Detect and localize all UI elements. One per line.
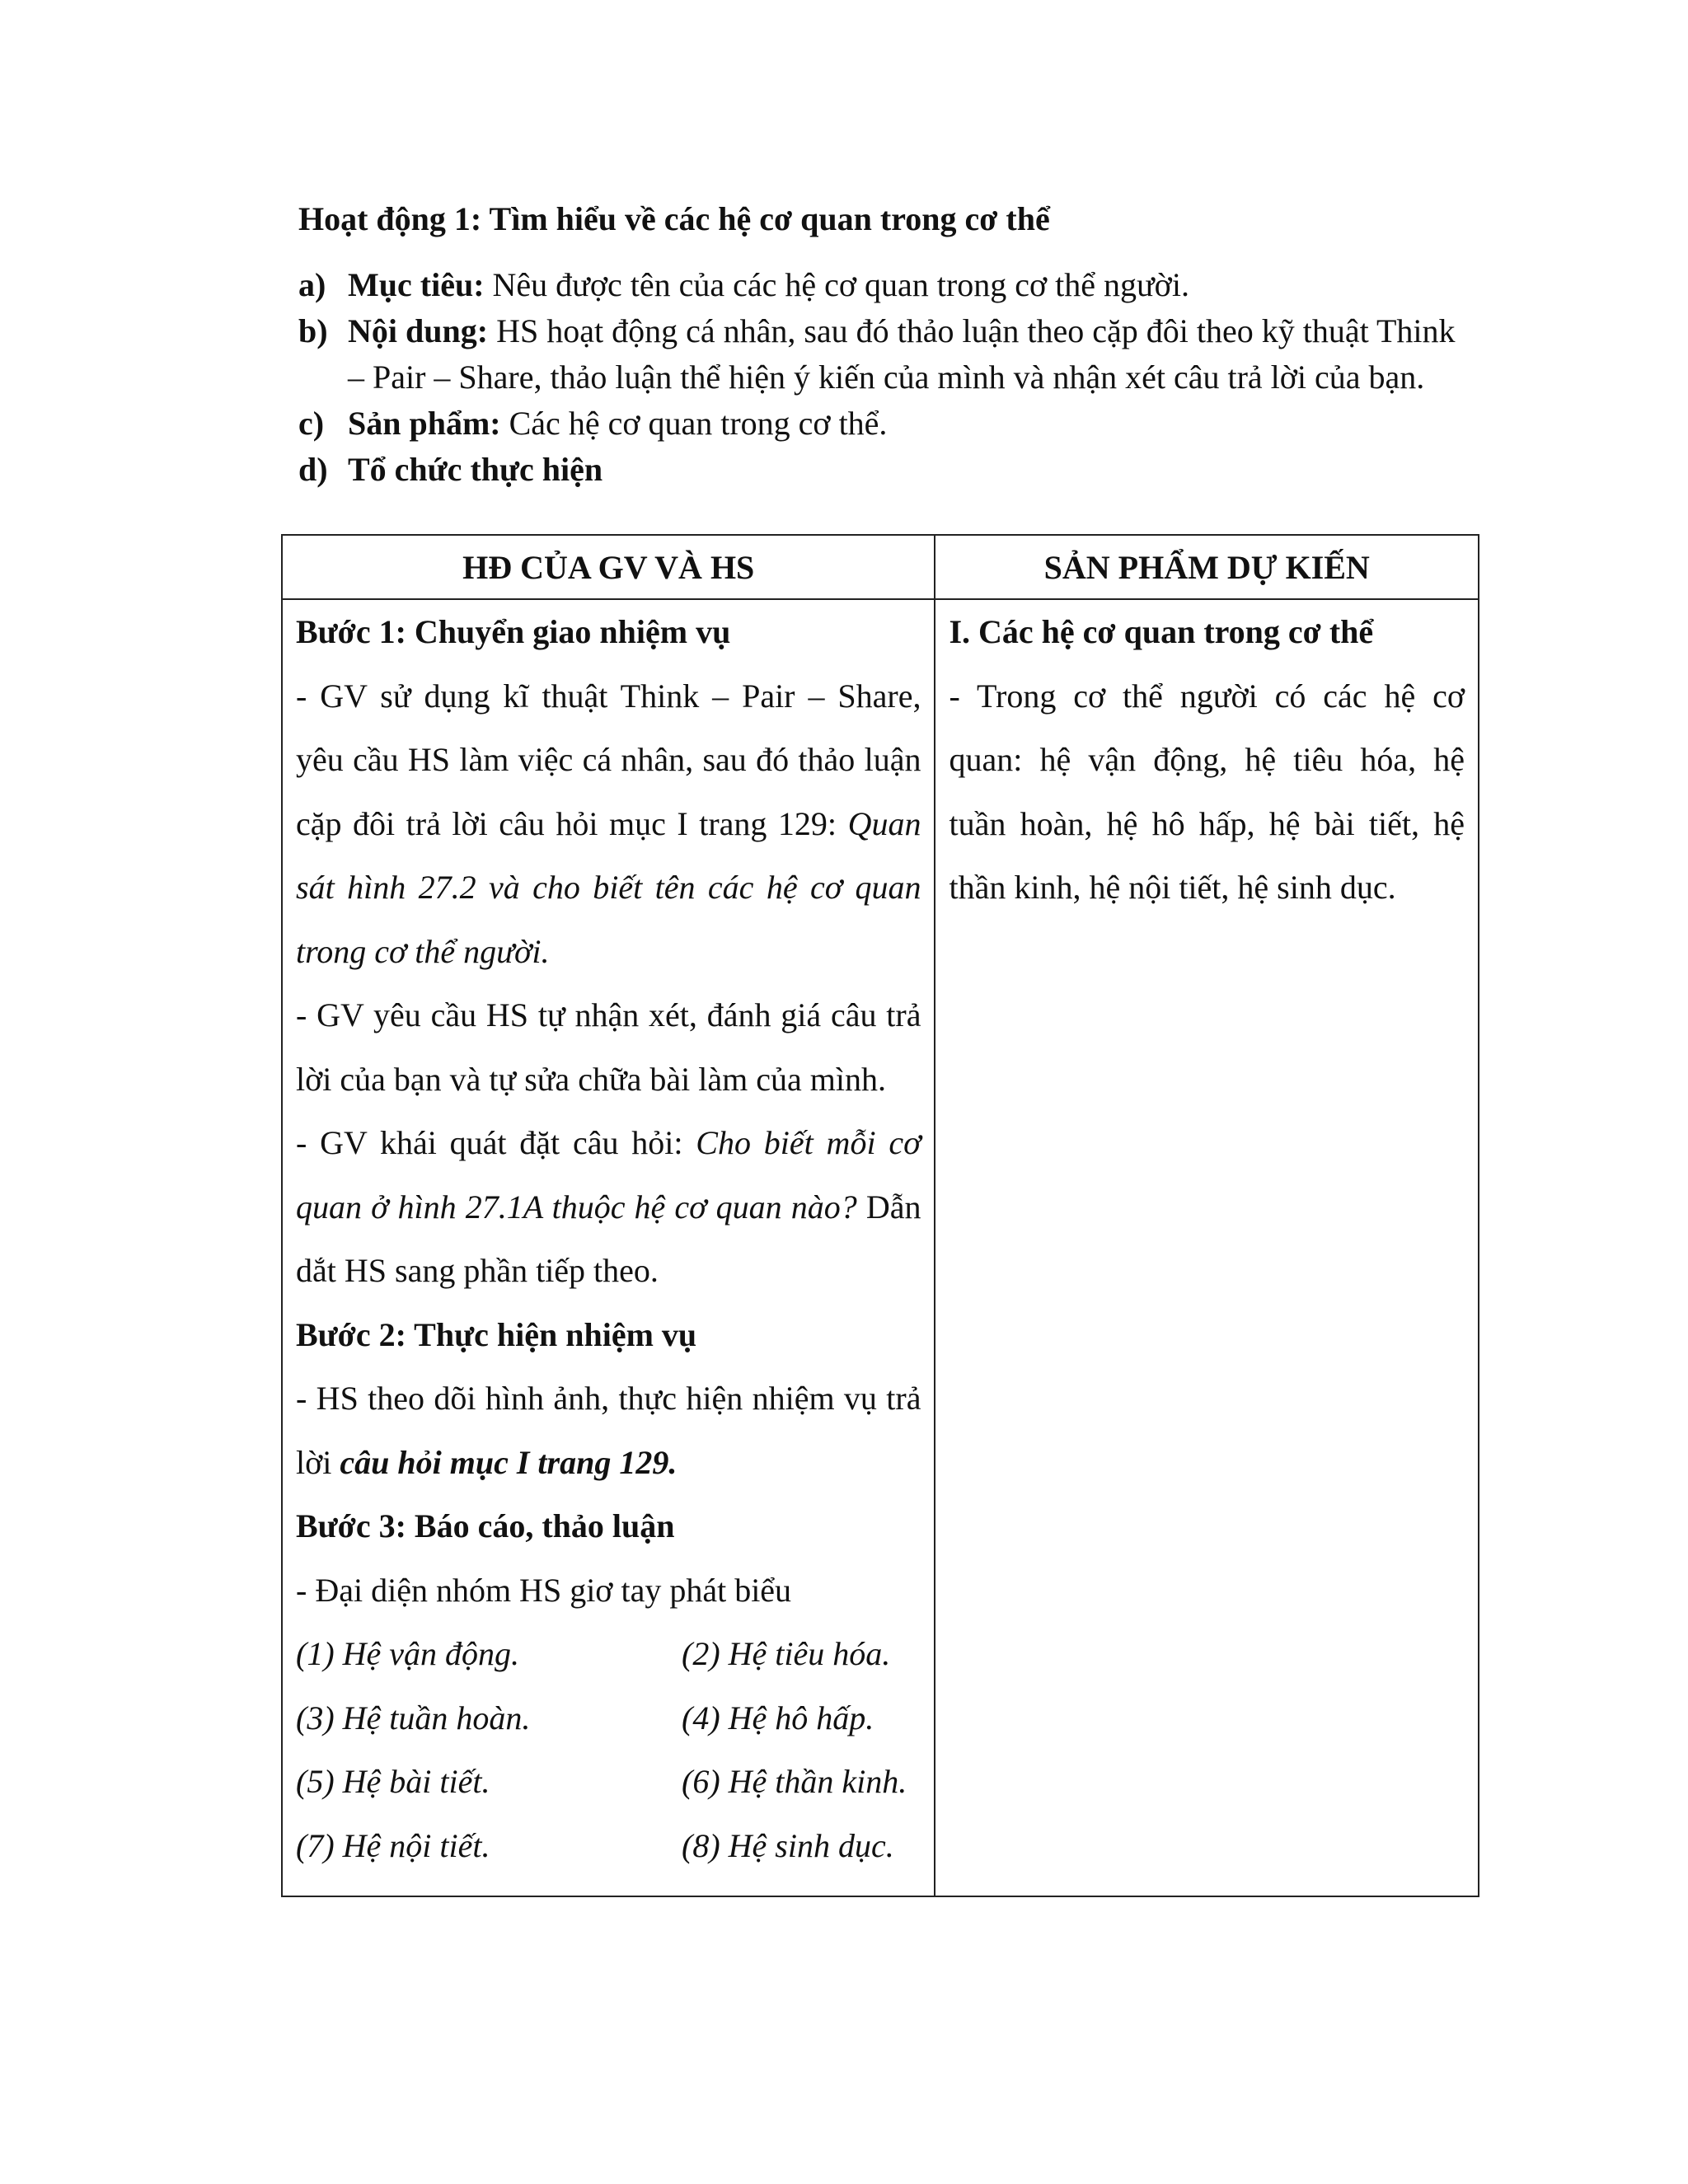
product-text: - Trong cơ thể người có các hệ cơ quan: hệ vận động, hệ tiêu hóa, hệ tuần hoàn, hệ hô hấp, hệ bài tiết, hệ thần kinh, hệ nội tiết, hệ sinh dục. [949,677,1465,906]
text: Dẫn dắt HS sang phần tiếp theo. [296,1188,921,1289]
organ-system-item: (4) Hệ hô hấp. [682,1699,874,1736]
objective-text: Nêu được tên của các hệ cơ quan trong cơ thể người. [484,266,1189,303]
header-expected-product: SẢN PHẨM DỰ KIẾN [935,535,1479,599]
objective-b [298,308,1469,401]
product-title: I. Các hệ cơ quan trong cơ thể [949,613,1374,650]
objective-marker: a) [298,266,326,303]
objective-marker: b) [298,312,328,349]
objective-c [298,401,1469,447]
organ-system-item: (8) Hệ sinh dục. [682,1826,894,1864]
objective-label: Nội dung: [348,312,489,349]
objective-label: Tổ chức thực hiện [348,451,603,488]
step-2-title: Bước 2: Thực hiện nhiệm vụ [296,1315,697,1353]
step-1-paragraph [296,664,921,984]
table-header-row [282,535,1479,599]
objective-text: HS hoạt động cá nhân, sau đó thảo luận theo cặp đôi theo kỹ thuật Think – Pair – Share, thảo luận thể hiện ý kiến của mình và nhận xét câu trả lời của bạn. [348,312,1456,396]
activity-title: Hoạt động 1: Tìm hiểu về các hệ cơ quan trong cơ thể [298,200,1050,237]
objectives-list [298,262,1469,493]
organ-system-item: (1) Hệ vận động. [296,1635,520,1672]
objective-label: Sản phẩm: [348,405,501,442]
step-3-title: Bước 3: Báo cáo, thảo luận [296,1507,675,1544]
step-3-paragraph: - Đại diện nhóm HS giơ tay phát biểu [296,1571,792,1609]
objective-text: Các hệ cơ quan trong cơ thể. [500,405,888,442]
step-1-title: Bước 1: Chuyển giao nhiệm vụ [296,613,731,650]
step-1-paragraph [296,1111,921,1303]
step-1-paragraph: - GV yêu cầu HS tự nhận xét, đánh giá câu trả lời của bạn và tự sửa chữa bài làm của mình. [296,996,921,1098]
organ-system-item: (6) Hệ thần kinh. [682,1763,907,1800]
step-2-paragraph [296,1366,921,1494]
question-text: Quan sát hình 27.2 và cho biết tên các hệ cơ quan trong cơ thể người. [296,804,921,970]
text: - GV khái quát đặt câu hỏi: [296,1124,696,1161]
text: - GV sử dụng kĩ thuật Think – Pair – Share, yêu cầu HS làm việc cá nhân, sau đó thảo luận cặp đôi trả lời câu hỏi mục I trang 129: [296,677,921,842]
question-text: Cho biết mỗi cơ quan ở hình 27.1A thuộc hệ cơ quan nào? [296,1124,921,1226]
organ-system-item: (3) Hệ tuần hoàn. [296,1699,531,1736]
objective-d [298,447,1469,493]
table-row [282,599,1479,1896]
organ-system-item: (5) Hệ bài tiết. [296,1763,490,1800]
header-teacher-student: HĐ CỦA GV VÀ HS [282,535,935,599]
products-cell [935,599,1479,1896]
organ-system-item: (2) Hệ tiêu hóa. [682,1635,891,1672]
objective-marker: d) [298,451,328,488]
organ-systems-list [296,1622,921,1877]
text: - HS theo dõi hình ảnh, thực hiện nhiệm vụ trả lời [296,1380,921,1481]
objective-a [298,262,1469,308]
activities-cell [282,599,935,1896]
activity-table [281,534,1479,1897]
objective-marker: c) [298,405,325,442]
objective-label: Mục tiêu: [348,266,485,303]
organ-system-item: (7) Hệ nội tiết. [296,1826,490,1864]
question-reference: câu hỏi mục I trang 129. [340,1443,678,1481]
